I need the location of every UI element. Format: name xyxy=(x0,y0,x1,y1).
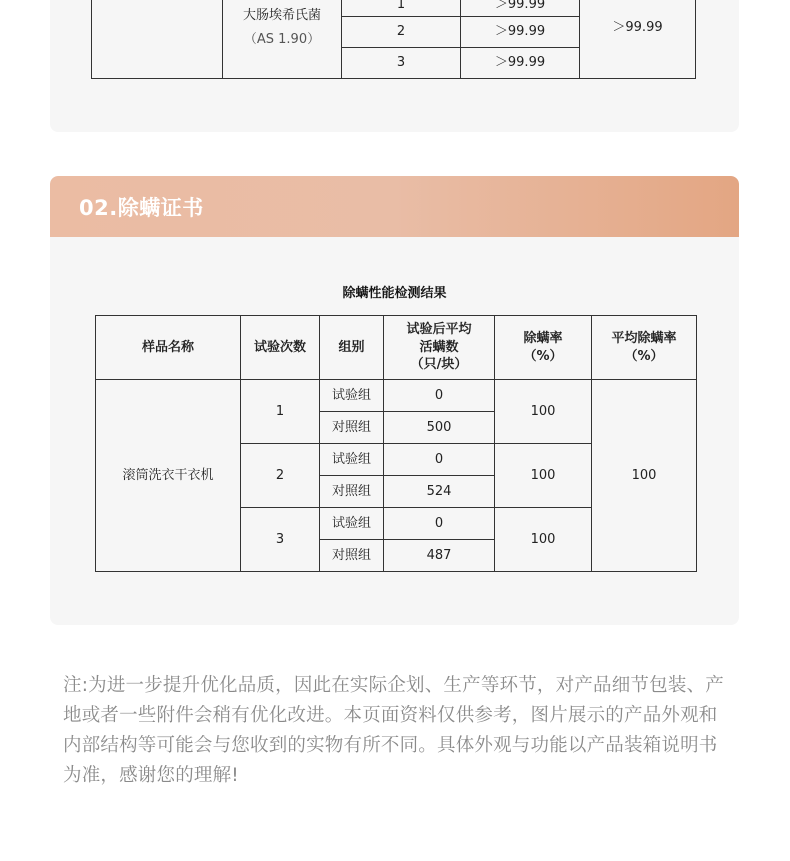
sample-name: 滚筒洗衣干衣机 xyxy=(96,380,241,572)
report-title: 除螨性能检测结果 xyxy=(342,286,447,301)
header-rate-line2: （%） xyxy=(523,348,563,364)
avg-rate: ＞99.99 xyxy=(580,0,696,79)
mite-count: 487 xyxy=(384,540,495,572)
average-rate: 100 xyxy=(592,380,697,572)
mite-count: 500 xyxy=(384,412,495,444)
trial-no: 2 xyxy=(342,17,461,48)
bacteria-name: 大肠埃希氏菌 xyxy=(242,7,321,23)
trial-no: 2 xyxy=(241,444,320,508)
group-label: 试验组 xyxy=(320,380,384,412)
header-times: 试验次数 xyxy=(241,316,320,380)
header-rate xyxy=(495,316,592,380)
trial-rate: 100 xyxy=(495,444,592,508)
bacteria-cell xyxy=(223,0,342,79)
header-avg-mites-line2: 活螨数 xyxy=(419,339,459,355)
antibacterial-card xyxy=(50,0,739,132)
header-sample: 样品名称 xyxy=(96,316,241,380)
trial-rate: ＞99.99 xyxy=(461,48,580,79)
trial-no: 3 xyxy=(241,508,320,572)
trial-no: 3 xyxy=(342,48,461,79)
trial-rate: 100 xyxy=(495,508,592,572)
header-avg-mites-line1: 试验后平均 xyxy=(406,322,472,338)
section-title: 02.除螨证书 xyxy=(79,196,204,220)
header-avg-rate-line2: （%） xyxy=(624,348,664,364)
trial-rate: 100 xyxy=(495,380,592,444)
group-label: 对照组 xyxy=(320,476,384,508)
header-avg-mites-line3: （只/块） xyxy=(410,357,468,373)
header-group: 组别 xyxy=(320,316,384,380)
mite-count: 0 xyxy=(384,444,495,476)
bacteria-strain: （AS 1.90） xyxy=(243,31,321,47)
header-avg-rate-line1: 平均除螨率 xyxy=(611,330,677,346)
group-label: 对照组 xyxy=(320,412,384,444)
header-avg-rate xyxy=(592,316,697,380)
trial-rate: ＞99.99 xyxy=(461,0,580,17)
empty-cell xyxy=(92,0,223,79)
antibacterial-table xyxy=(91,0,696,79)
mite-count: 0 xyxy=(384,508,495,540)
section-banner xyxy=(50,176,739,237)
header-avg-mites xyxy=(384,316,495,380)
trial-no: 1 xyxy=(241,380,320,444)
group-label: 对照组 xyxy=(320,540,384,572)
disclaimer-note: 注:为进一步提升优化品质，因此在实际企划、生产等环节，对产品细节包装、产地或者一些附件会稍有优化改进。本页面资料仅供参考，图片展示的产品外观和内部结构等可能会与您收到的实物有所不同。具体外观与功能以产品装箱说明书为准，感谢您的理解! xyxy=(63,675,724,786)
mite-results-table xyxy=(95,315,697,572)
mite-count: 524 xyxy=(384,476,495,508)
header-rate-line1: 除螨率 xyxy=(523,330,563,346)
mite-removal-card xyxy=(50,176,739,625)
mite-count: 0 xyxy=(384,380,495,412)
group-label: 试验组 xyxy=(320,508,384,540)
trial-no: 1 xyxy=(342,0,461,17)
group-label: 试验组 xyxy=(320,444,384,476)
trial-rate: ＞99.99 xyxy=(461,17,580,48)
